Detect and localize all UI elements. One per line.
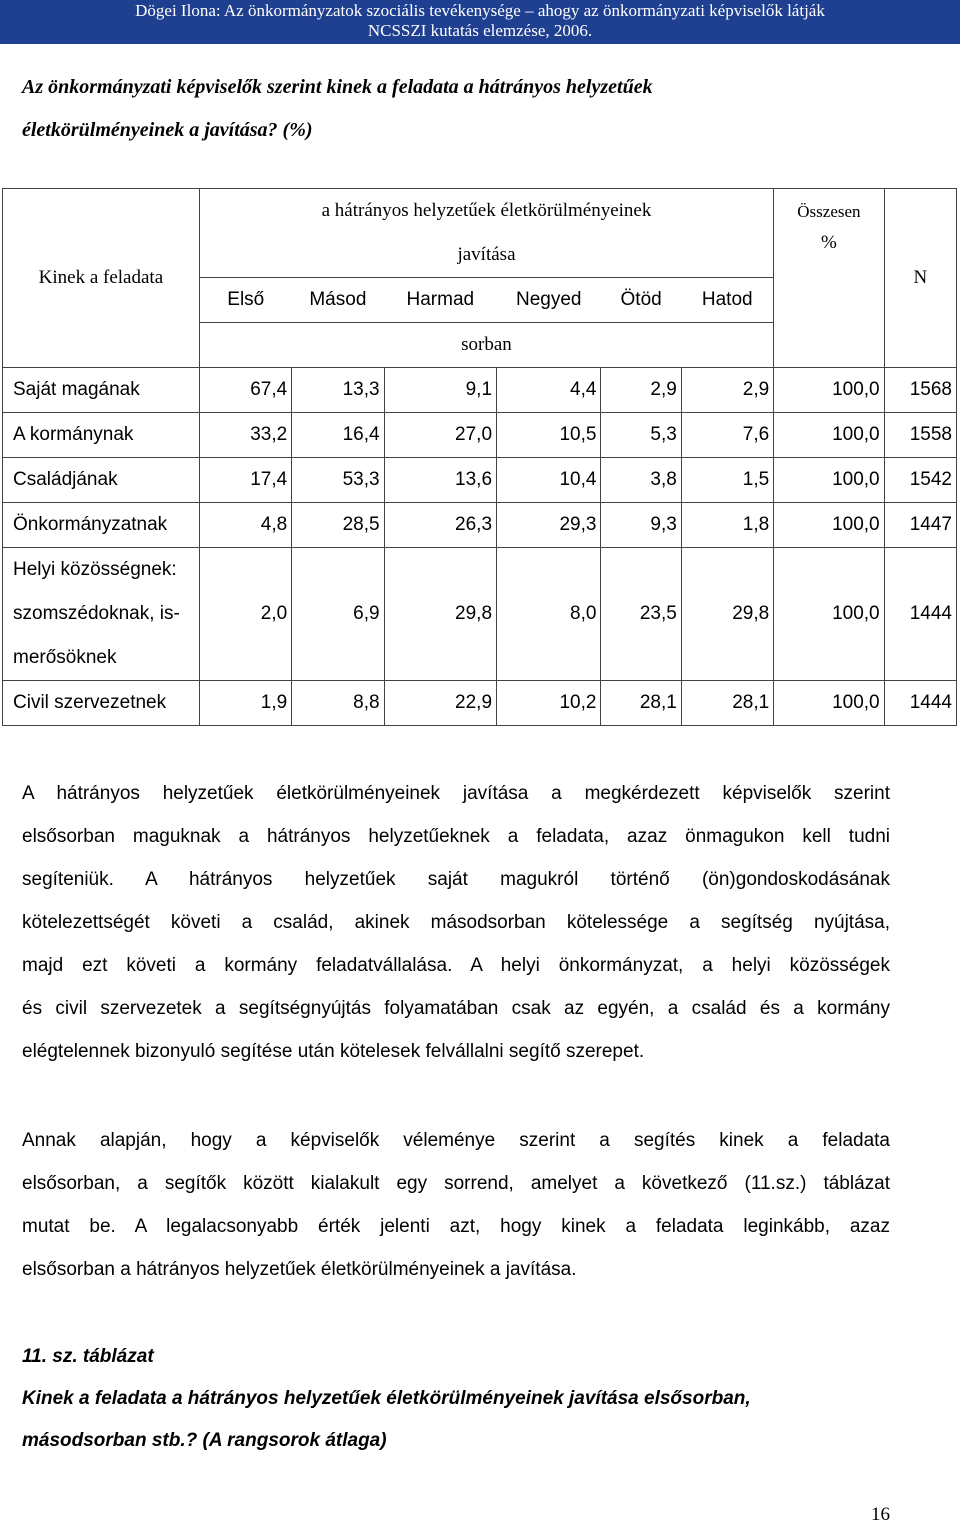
n-header: N bbox=[884, 189, 956, 368]
cell: 2,9 bbox=[681, 368, 773, 413]
cell: 10,5 bbox=[497, 413, 601, 458]
total-header-line-1: Összesen bbox=[797, 202, 861, 221]
paragraph-line: A hátrányos helyzetűek életkörülményeinek javítása a megkérdezett képviselők szerint bbox=[22, 783, 890, 804]
group-header-line-1: a hátrányos helyzetűek életkörülményeinek bbox=[321, 200, 652, 221]
rank-1: Első bbox=[199, 278, 291, 323]
caption-line-2: Kinek a feladata a hátrányos helyzetűek életkörülményeinek javítása elsősorban, bbox=[22, 1388, 751, 1409]
caption-line-1: 11. sz. táblázat bbox=[22, 1346, 154, 1367]
total-header bbox=[774, 189, 884, 368]
cell: 8,8 bbox=[292, 681, 384, 726]
title-line-2: életkörülményeinek a javítása? (%) bbox=[22, 119, 313, 141]
table-caption bbox=[22, 1336, 922, 1462]
rank-3: Harmad bbox=[384, 278, 496, 323]
cell: 13,6 bbox=[384, 458, 496, 503]
cell: 4,8 bbox=[199, 503, 291, 548]
paragraph-line: elsősorban a hátrányos helyzetűek életkörülményeinek a javítása. bbox=[22, 1259, 577, 1280]
cell: 67,4 bbox=[199, 368, 291, 413]
n-cell: 1568 bbox=[884, 368, 956, 413]
cell: 10,4 bbox=[497, 458, 601, 503]
cell: 13,3 bbox=[292, 368, 384, 413]
cell: 1,9 bbox=[199, 681, 291, 726]
header-line-2: NCSSZI kutatás elemzése, 2006. bbox=[367, 21, 593, 40]
row-label-line-2: szomszédoknak, is- bbox=[13, 603, 180, 624]
row-label: Saját magának bbox=[3, 368, 200, 413]
total-cell: 100,0 bbox=[774, 413, 884, 458]
table-title bbox=[22, 66, 942, 152]
table-row bbox=[3, 413, 957, 458]
n-cell: 1558 bbox=[884, 413, 956, 458]
cell: 29,8 bbox=[384, 548, 496, 681]
cell: 28,1 bbox=[601, 681, 681, 726]
n-cell: 1447 bbox=[884, 503, 956, 548]
cell: 33,2 bbox=[199, 413, 291, 458]
cell: 29,8 bbox=[681, 548, 773, 681]
paragraph-2 bbox=[22, 1119, 890, 1291]
col-header-who: Kinek a feladata bbox=[3, 189, 200, 368]
cell: 26,3 bbox=[384, 503, 496, 548]
total-cell: 100,0 bbox=[774, 458, 884, 503]
total-cell: 100,0 bbox=[774, 681, 884, 726]
cell: 28,1 bbox=[681, 681, 773, 726]
page-number: 16 bbox=[871, 1504, 890, 1525]
cell: 17,4 bbox=[199, 458, 291, 503]
cell: 2,0 bbox=[199, 548, 291, 681]
cell: 27,0 bbox=[384, 413, 496, 458]
paragraph-line: kötelezettségét követi a család, akinek másodsorban kötelessége a segítség nyújtása, bbox=[22, 912, 890, 933]
total-header-line-2: % bbox=[820, 232, 837, 253]
paragraph-line: mutat be. A legalacsonyabb érték jelenti azt, hogy kinek a feladata leginkább, azaz bbox=[22, 1216, 890, 1237]
cell: 22,9 bbox=[384, 681, 496, 726]
caption-line-3: másodsorban stb.? (A rangsorok átlaga) bbox=[22, 1430, 387, 1451]
cell: 8,0 bbox=[497, 548, 601, 681]
rank-suffix: sorban bbox=[199, 323, 773, 368]
cell: 10,2 bbox=[497, 681, 601, 726]
header-line-1: Dögei Ilona: Az önkormányzatok szociális tevékenysége – ahogy az önkormányzati képviselők látják bbox=[135, 1, 825, 20]
paragraph-1 bbox=[22, 772, 890, 1073]
table-row bbox=[3, 458, 957, 503]
cell: 1,5 bbox=[681, 458, 773, 503]
cell: 23,5 bbox=[601, 548, 681, 681]
row-label-line-3: merősöknek bbox=[13, 647, 117, 668]
rank-2: Másod bbox=[292, 278, 384, 323]
title-line-1: Az önkormányzati képviselők szerint kinek a feladata a hátrányos helyzetűek bbox=[22, 76, 653, 98]
cell: 5,3 bbox=[601, 413, 681, 458]
paragraph-line: Annak alapján, hogy a képviselők véleménye szerint a segítés kinek a feladata bbox=[22, 1130, 890, 1151]
cell: 1,8 bbox=[681, 503, 773, 548]
cell: 53,3 bbox=[292, 458, 384, 503]
cell: 28,5 bbox=[292, 503, 384, 548]
total-cell: 100,0 bbox=[774, 503, 884, 548]
cell: 29,3 bbox=[497, 503, 601, 548]
n-cell: 1444 bbox=[884, 681, 956, 726]
paragraph-line: és civil szervezetek a segítségnyújtás folyamatában csak az egyén, a család és a kormány bbox=[22, 998, 890, 1019]
rank-6: Hatod bbox=[681, 278, 773, 323]
table-row bbox=[3, 368, 957, 413]
cell: 2,9 bbox=[601, 368, 681, 413]
group-header bbox=[199, 189, 773, 278]
paragraph-line: segíteniük. A hátrányos helyzetűek saját magukról történő (ön)gondoskodásának bbox=[22, 869, 890, 890]
paragraph-line: elégtelennek bizonyuló segítése után kötelesek felvállalni segítő szerepet. bbox=[22, 1041, 645, 1062]
paragraph-line: elsősorban maguknak a hátrányos helyzetűeknek a feladata, azaz önmagukon kell tudni bbox=[22, 826, 890, 847]
group-header-line-2: javítása bbox=[457, 244, 516, 265]
row-label: Civil szervezetnek bbox=[3, 681, 200, 726]
row-label-line-1: Helyi közösségnek: bbox=[13, 559, 177, 580]
cell: 3,8 bbox=[601, 458, 681, 503]
cell: 9,1 bbox=[384, 368, 496, 413]
total-cell: 100,0 bbox=[774, 548, 884, 681]
cell: 16,4 bbox=[292, 413, 384, 458]
data-table bbox=[2, 188, 957, 726]
cell: 4,4 bbox=[497, 368, 601, 413]
row-label bbox=[3, 548, 200, 681]
n-cell: 1542 bbox=[884, 458, 956, 503]
table-row bbox=[3, 503, 957, 548]
table-row bbox=[3, 681, 957, 726]
n-cell: 1444 bbox=[884, 548, 956, 681]
paragraph-line: elsősorban, a segítők között kialakult egy sorrend, amelyet a következő (11.sz.) táblázat bbox=[22, 1173, 890, 1194]
table-row bbox=[3, 548, 957, 681]
cell: 6,9 bbox=[292, 548, 384, 681]
row-label: Családjának bbox=[3, 458, 200, 503]
row-label: A kormánynak bbox=[3, 413, 200, 458]
document-header bbox=[0, 0, 960, 44]
cell: 9,3 bbox=[601, 503, 681, 548]
total-cell: 100,0 bbox=[774, 368, 884, 413]
rank-5: Ötöd bbox=[601, 278, 681, 323]
row-label: Önkormányzatnak bbox=[3, 503, 200, 548]
paragraph-line: majd ezt követi a kormány feladatvállalása. A helyi önkormányzat, a helyi közösségek bbox=[22, 955, 890, 976]
rank-4: Negyed bbox=[497, 278, 601, 323]
cell: 7,6 bbox=[681, 413, 773, 458]
